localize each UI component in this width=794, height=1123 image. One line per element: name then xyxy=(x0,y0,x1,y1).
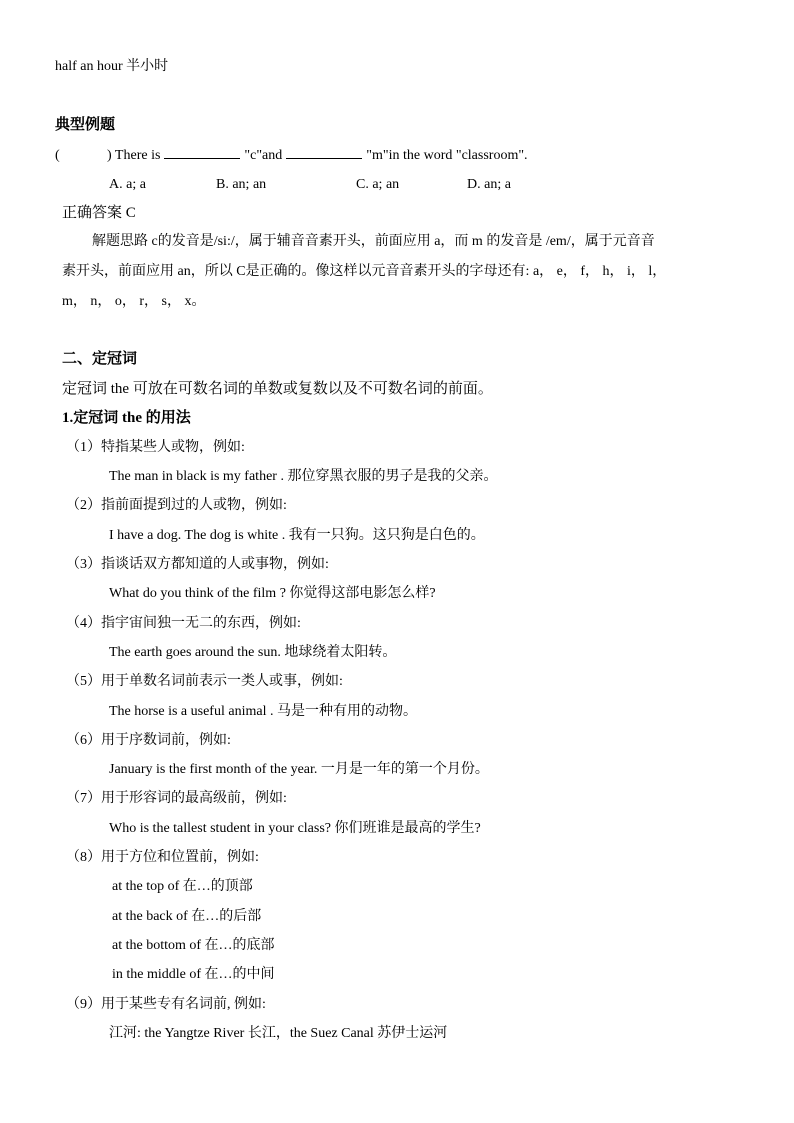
question-part2: "c"and xyxy=(244,148,283,163)
usage-example: at the top of 在…的顶部 xyxy=(112,879,253,894)
example-heading: 典型例题 xyxy=(55,117,116,133)
question-paren-close: ) xyxy=(107,148,112,163)
question-paren-open: ( xyxy=(55,148,60,163)
usage-example: at the back of 在…的后部 xyxy=(112,909,262,924)
question-part3: "m"in the word "classroom". xyxy=(366,148,528,163)
usage-example: January is the first month of the year. 一月是一年的第一个月份。 xyxy=(109,762,489,777)
usage-example: at the bottom of 在…的底部 xyxy=(112,938,275,953)
usage-title: （1）特指某些人或物，例如: xyxy=(66,440,245,455)
section-heading: 二、定冠词 xyxy=(62,351,138,367)
usage-title: （4）指宇宙间独一无二的东西，例如: xyxy=(66,616,301,631)
usage-example: The horse is a useful animal . 马是一种有用的动物。 xyxy=(109,704,417,719)
usage-example: in the middle of 在…的中间 xyxy=(112,967,275,982)
question-part1: There is xyxy=(114,148,161,163)
usage-example: Who is the tallest student in your class? 你们班谁是最高的学生? xyxy=(109,821,481,836)
usage-title: （6）用于序数词前，例如: xyxy=(66,733,231,748)
option-d: D. an; a xyxy=(467,177,511,192)
explanation-line: 素开头，前面应用 an，所以 C是正确的。像这样以元音音素开头的字母还有: a， e， f， h， i， l， xyxy=(62,264,667,279)
explanation-line: 解题思路 c的发音是/si:/，属于辅音音素开头，前面应用 a，而 m 的发音是 /em/，属于元音音 xyxy=(92,234,655,249)
intro-line: half an hour 半小时 xyxy=(55,59,169,74)
usage-example: The man in black is my father . 那位穿黑衣服的男子是我的父亲。 xyxy=(109,469,498,484)
usage-title: （2）指前面提到过的人或物，例如: xyxy=(66,498,287,513)
usage-example: What do you think of the film ? 你觉得这部电影怎么样? xyxy=(109,586,436,601)
usage-example: The earth goes around the sun. 地球绕着太阳转。 xyxy=(109,645,397,660)
option-b: B. an; an xyxy=(216,177,267,192)
usage-title: （8）用于方位和位置前，例如: xyxy=(66,850,259,865)
answer-blank-2[interactable] xyxy=(286,146,362,159)
usage-title: （3）指谈话双方都知道的人或事物，例如: xyxy=(66,557,329,572)
section-desc: 定冠词 the 可放在可数名词的单数或复数以及不可数名词的前面。 xyxy=(62,381,493,397)
usage-example: 江河: the Yangtze River 长江，the Suez Canal 苏伊士运河 xyxy=(109,1026,448,1041)
usage-title: （9）用于某些专有名词前, 例如: xyxy=(66,997,266,1012)
usage-subheading: 1.定冠词 the 的用法 xyxy=(62,410,191,426)
question-line xyxy=(55,146,528,165)
answer-blank-1[interactable] xyxy=(164,146,240,159)
option-c: C. a; an xyxy=(356,177,400,192)
usage-example: I have a dog. The dog is white . 我有一只狗。这只狗是白色的。 xyxy=(109,528,485,543)
usage-title: （5）用于单数名词前表示一类人或事，例如: xyxy=(66,674,343,689)
answer-line: 正确答案 C xyxy=(62,205,136,221)
option-a: A. a; a xyxy=(109,177,146,192)
explanation-line: m， n， o， r， s， x。 xyxy=(62,294,206,309)
usage-title: （7）用于形容词的最高级前，例如: xyxy=(66,791,287,806)
